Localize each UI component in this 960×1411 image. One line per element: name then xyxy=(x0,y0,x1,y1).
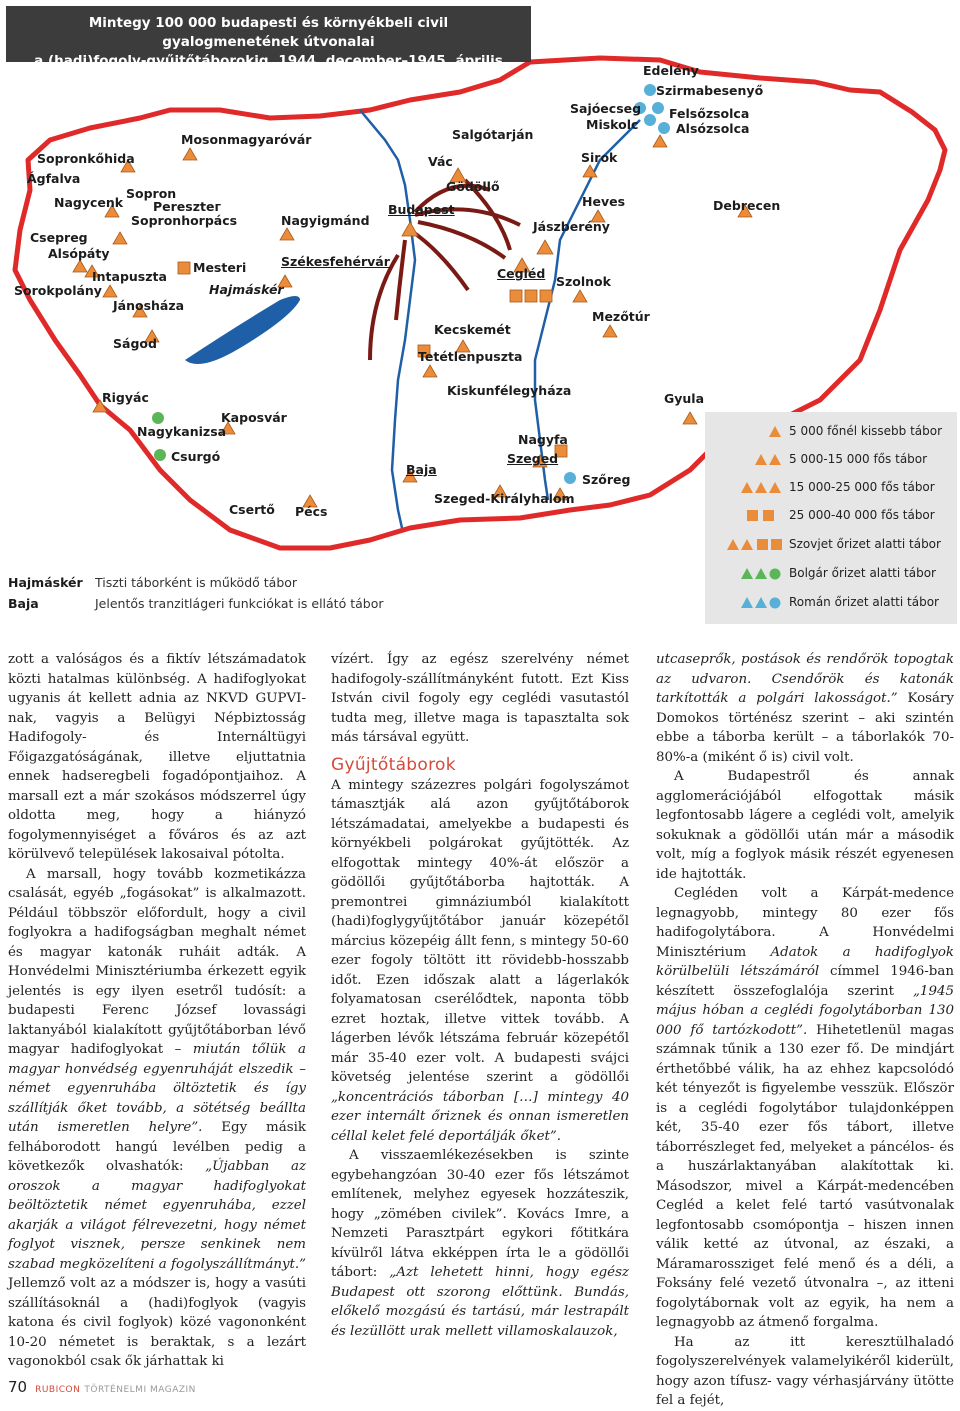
article-column-2 xyxy=(331,650,629,1341)
paragraph-text: A visszaemlékezésekben is szinte egybehangzóan 30-40 ezer fős létszámot említenek, melyhez egyesek hozzáteszik, hogy „zömében civilek”. Kovács Imre, a Nemzeti Parasztpárt egykori főtitkára kívülről látva ekképpen írta le a gödöllői tábort: xyxy=(331,1148,629,1280)
section-heading: Gyűjtőtáborok xyxy=(331,754,456,775)
legend-row xyxy=(705,448,957,470)
place-label: Rigyác xyxy=(102,390,149,405)
quote-text: „1945 május hóban a ceglédi fogolytáborban 130 000 fő tartózkodott”. xyxy=(656,983,954,1038)
magazine-subtitle: TÖRTÉNELMI MAGAZIN xyxy=(84,1385,196,1395)
map-legend xyxy=(705,412,957,624)
legend-label: 15 000-25 000 fős tábor xyxy=(789,480,935,494)
place-label: Debrecen xyxy=(713,198,781,213)
place-label: Szeged-Királyhalom xyxy=(434,491,575,506)
legend-row xyxy=(705,591,957,613)
paragraph: Ha az itt keresztülhaladó fogolyszerelvények valamelyikéről kiderült, hogy azon tífusz- vagy vérhasjárvány ütötte fel a fejét, xyxy=(656,1334,954,1408)
place-label: Jászberény xyxy=(533,219,610,234)
magazine-brand: RUBICON xyxy=(35,1385,81,1395)
place-label: Cegléd xyxy=(497,266,546,281)
place-label: Sirok xyxy=(581,150,618,165)
place-label: Székesfehérvár xyxy=(281,254,390,269)
place-label: Sopronhorpács xyxy=(131,213,238,228)
place-label: Ságod xyxy=(113,336,157,351)
place-label: Nagykanizsa xyxy=(137,424,227,439)
quote-text: „koncentrációs táborban […] mintegy 40 ezer internált őriznek és onnan ismeretlen céllal kelet felé deportálják őket”. xyxy=(331,1089,629,1144)
legend-medium-camp-icon xyxy=(713,451,783,469)
place-label: Kiskunfélegyháza xyxy=(447,383,572,398)
paragraph xyxy=(656,884,954,1333)
map-title-line-1: Mintegy 100 000 budapesti és környékbeli civil gyalogmenetének útvonalai xyxy=(88,15,449,50)
place-label: Gödöllő xyxy=(446,179,500,194)
place-label: Gyula xyxy=(664,391,705,406)
paragraph xyxy=(331,1146,629,1341)
paragraph-text: Egy másik felháborodott hangú levélben pedig a következők olvashatók: xyxy=(8,1120,306,1174)
map-title-line-2: a (hadi)fogoly-gyűjtőtáborokig, 1944. december–1945. április xyxy=(34,53,503,69)
paragraph xyxy=(656,650,954,767)
place-label: Tetétlenpuszta xyxy=(418,349,523,364)
legend-small-camp-icon xyxy=(713,423,783,441)
legend-large-camp-icon xyxy=(713,479,783,497)
place-label: Sorokpolány xyxy=(14,283,102,298)
legend-soviet-camp-icon xyxy=(713,536,783,554)
place-label: Felsőzsolca xyxy=(669,106,750,121)
place-label: Mesteri xyxy=(193,260,247,275)
place-label: Vác xyxy=(428,154,453,169)
legend-romanian-camp-icon xyxy=(713,594,783,612)
place-label: Mosonmagyaróvár xyxy=(181,132,312,147)
paragraph xyxy=(331,776,629,1147)
camp-square xyxy=(540,290,552,302)
legend-row xyxy=(705,562,957,584)
place-label: Kaposvár xyxy=(221,410,287,425)
paragraph-text: Jellemző volt az a módszer is, hogy a vasúti szállításoknál a (hadi)foglyok (vagyis katona és civil foglyok) közé vagononként 10-20 németet is beraktak, s a lezárt vagonokból csak ők járhattak ki xyxy=(8,1276,306,1369)
place-label: Szőreg xyxy=(582,472,631,487)
paragraph: zott a valóságos és a fiktív létszámadatok közti hatalmas különbség. A hadifoglyokat ugyanis át kellett adnia az NKVD GUPVI-nak, vagyis a Belügyi Népbiztosság Hadifogoly- és Internáltügyi Főigazgatóságának, illetve eljuttatnia ennek hadseregbeli fogadópontjaihoz. A marsall ezt a már szokásos módszerrel úgy oldotta meg, hogy a hiányzó fogolymennyiséget a főváros és az azt körülvevő települések lakosaival pótolta. xyxy=(8,652,306,862)
place-label: Heves xyxy=(582,194,626,209)
place-label: Alsózsolca xyxy=(676,121,750,136)
key-desc: Jelentős tranzitlágeri funkciókat is ellátó tábor xyxy=(95,596,384,611)
legend-label: 5 000 főnél kissebb tábor xyxy=(789,424,943,438)
source-title: Adatok a hadifoglyok körülbelüli létszámáról xyxy=(656,944,954,979)
place-label: Nagyfa xyxy=(518,432,568,447)
camp-circle-blue xyxy=(644,84,656,96)
place-label: Nagycenk xyxy=(54,195,124,210)
legend-row xyxy=(705,476,957,498)
paragraph-text: Kosáry Domokos történész szerint – aki szintén ebbe a táborba került – a táborlakók 70-80%-a (miként ő is) civil volt. xyxy=(656,691,954,765)
legend-label: Bolgár őrizet alatti tábor xyxy=(789,566,936,580)
page-footer xyxy=(8,1377,196,1396)
paragraph-text: Cegléden volt a Kárpát-medence legnagyobb, mintegy 80 ezer fős hadifogolytábora. A Honvédelmi Minisztérium xyxy=(656,886,954,960)
place-label: Intapuszta xyxy=(92,269,167,284)
quote-text: utcaseprők, postások és rendőrök topogtak az udvaron. Csendőrök és katonák tarkították a polgári lakosságot.” xyxy=(656,652,954,706)
paragraph-text: A mintegy százezres polgári fogolyszámot támasztják alá azon gyűjtőtáborok létszámadatai, amelyekbe a budapesti és környékbeli polgárokat gyűjtötték. Az elfogottak mintegy 40%-át először a gödöllői gyűjtőtáborba hajtották. A premontrei gimnáziumból kialakított (hadi)foglygyűjtőtábor január közepétől március közepéig állt fenn, s mintegy 50-60 ezer fogoly töltött itt rövidebb-hosszabb időt. Ezen időszak alatt a lágerlakók folyamatosan cserélődtek, naponta több ezret hoztak, illetve vittek tovább. A lágerben lévők létszáma február közepétől már 35-40 ezer volt. A budapesti svájci követség jelentése szerint a gödöllői xyxy=(331,777,629,1085)
camp-square xyxy=(525,290,537,302)
place-label: Sajóecseg xyxy=(570,101,642,116)
key-term: Hajmáskér xyxy=(8,575,83,590)
camp-circle-green xyxy=(152,412,164,424)
place-label: Pécs xyxy=(295,504,328,519)
place-label: Alsópáty xyxy=(48,246,110,261)
legend-largest-camp-icon xyxy=(713,507,783,525)
place-label: Csepreg xyxy=(30,230,88,245)
quote-text: „Újabban az oroszok a magyar hadifoglyokat beöltöztetik német egyenruhába, ezzel akarják a világot félrevezetni, hogy német foglyot visznek, persze senkinek nem szabad megközelíteni a fogolyszállítmányt.” xyxy=(8,1159,306,1272)
place-label: Jánosháza xyxy=(113,298,185,313)
paragraph xyxy=(8,865,306,1372)
camp-circle-blue xyxy=(564,472,576,484)
place-label: Sopron xyxy=(126,186,177,201)
article-column-3 xyxy=(656,650,954,1411)
place-label: Mezőtúr xyxy=(592,309,650,324)
page-number: 70 xyxy=(8,1378,28,1396)
camp-circle-blue xyxy=(658,122,670,134)
legend-row xyxy=(705,504,957,526)
place-label: Baja xyxy=(406,462,437,477)
article-column-1 xyxy=(8,650,306,1372)
legend-row xyxy=(705,420,957,442)
paragraph-text: Hihetetlenül magas számnak tűnik a 130 ezer fő. De mindjárt érthetőbbé válik, ha az ehhez kapcsolódó két tényezőt is figyelembe vesszük. Először is a ceglédi fogolytábor tulajdonképpen két, 35-40 ezer fős tábort, illetve táborrészleget fed, melyeket a páncélos- és a huszárlaktanyában alakítottak ki. Másodszor, mivel a Kárpát-medencében Cegléd a kelet felé tartó vasútvonalak legfontosabb csomópontja – hiszen innen válik ketté az útvonal, az északi, a Máramarossziget felé menő és a déli, a Foksány felé vezető útvonalra –, az itteni fogolytábornak volt az egyik, ha nem a legnagyobb az átmenő forgalma. xyxy=(656,1022,954,1330)
place-label: Kecskemét xyxy=(434,322,511,337)
legend-label: Román őrizet alatti tábor xyxy=(789,595,939,609)
legend-row xyxy=(705,533,957,555)
legend-label: Szovjet őrizet alatti tábor xyxy=(789,537,941,551)
place-label: Nagyigmánd xyxy=(281,213,370,228)
place-label: Sopronkőhida xyxy=(37,151,135,166)
paragraph-text: címmel 1946-ban készített összefoglalója szerint xyxy=(656,964,954,999)
key-desc: Tiszti táborként is működő tábor xyxy=(95,575,298,590)
map-title xyxy=(6,6,531,69)
place-label: Peresztег xyxy=(153,199,221,214)
camp-circle-green xyxy=(154,449,166,461)
place-label: Szeged xyxy=(507,451,559,466)
camp-square xyxy=(510,290,522,302)
place-label: Edelény xyxy=(643,63,699,78)
place-label: Szolnok xyxy=(556,274,611,289)
paragraph: vízért. Így az egész szerelvény német hadifogoly-szállítmányként futott. Ezt Kiss István civil fogoly egy ceglédi vasutastól tudta meg, illetve maga is tapasztalta sok más társával együtt. xyxy=(331,652,629,745)
legend-label: 25 000-40 000 fős tábor xyxy=(789,508,935,522)
quote-text: miután tőlük a magyar honvédség egyenruháját elszedik – német egyenruhába öltöztetik és így szállítják őket tovább, a sötétség beállta után ismeretlen helyre”. xyxy=(8,1042,307,1135)
camp-circle-blue xyxy=(652,102,664,114)
place-label: Miskolc xyxy=(586,117,639,132)
camp-circle-blue xyxy=(644,114,656,126)
camp-square xyxy=(178,262,190,274)
legend-label: 5 000-15 000 fős tábor xyxy=(789,452,928,466)
legend-bulgarian-camp-icon xyxy=(713,565,783,583)
place-label: Ágfalva xyxy=(27,171,81,186)
place-label: Csertő xyxy=(229,502,275,517)
place-label: Szirmabesenyő xyxy=(656,83,764,98)
key-term: Baja xyxy=(8,596,39,611)
place-label: Salgótarján xyxy=(452,127,534,142)
paragraph-text: A marsall, hogy tovább kozmetikázza csalását, egyéb „fogásokat” is alkalmazott. Például többször előfordult, hogy a civil foglyokra a hadifogságban meghalt német és magyar katonák ruháit adták. A Honvédelmi Minisztériumba érkezett egyik jelentés is egy ilyen esetről tudósít: a budapesti Ferenc József lovassági laktanyából kialakított gyűjtőtáborban lévő magyar hadifoglyokat – xyxy=(8,866,306,1057)
camp-map xyxy=(0,0,960,630)
place-label: Csurgó xyxy=(171,449,221,464)
place-label: Budapest xyxy=(388,202,455,217)
paragraph: A Budapestről és annak agglomerációjából elfogottak másik legfontosabb lágere a ceglédi volt, amelyik sokuknak a gödöllői után már a második volt, míg a foglyok másik részét egyenesen ide hajtották. xyxy=(656,769,954,882)
place-label: Hajmáskér xyxy=(209,282,284,297)
quote-text: „Azt lehetett hinni, hogy egész Budapest ott szorong előttünk. Bundás, előkelő mozgású és tartású, már lestrapált és lezüllött urak mellett villamoskalauzok, xyxy=(331,1265,629,1339)
